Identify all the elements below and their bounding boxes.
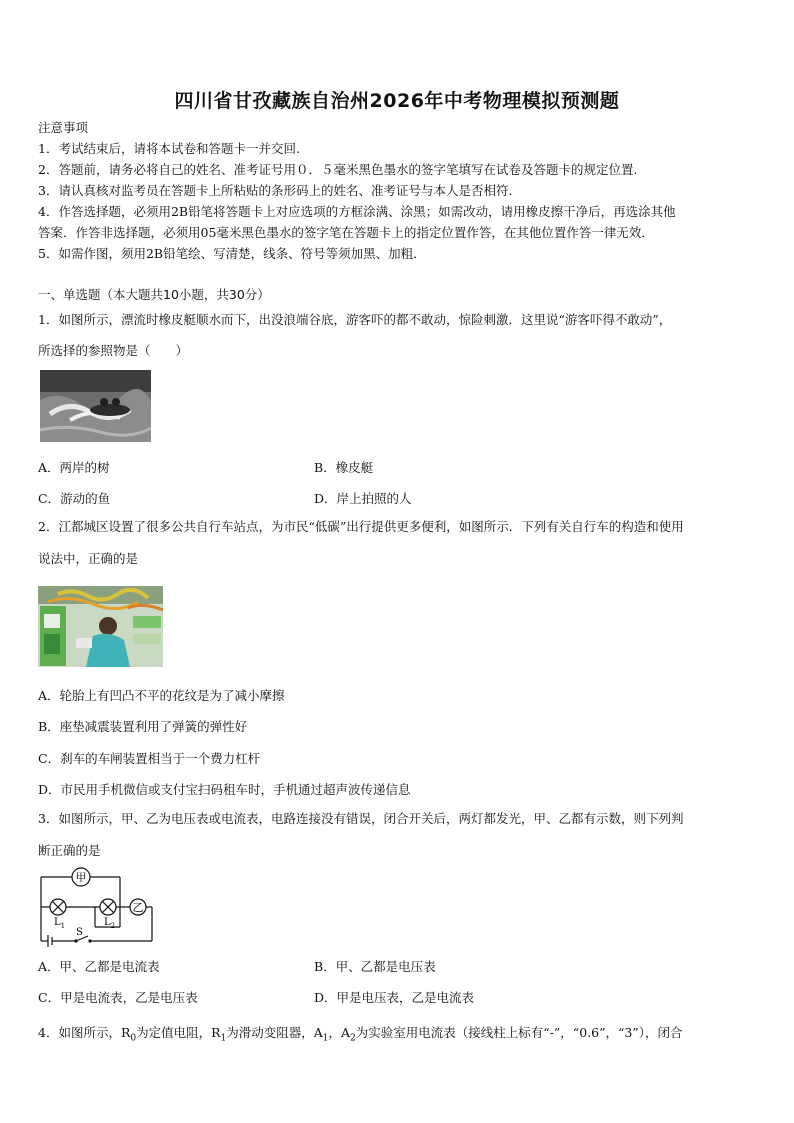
- question-3-text: 断正确的是: [38, 843, 101, 858]
- option-a: A．两岸的树: [38, 460, 110, 475]
- circuit-diagram: [38, 865, 158, 950]
- option-b: B．橡皮艇: [314, 460, 374, 475]
- question-2-text: 2．江都城区设置了很多公共自行车站点，为市民“低碳”出行提供更多便利，如图所示．下列有关自行车的构造和使用: [38, 519, 684, 534]
- option-a: A．轮胎上有凹凸不平的花纹是为了减小摩擦: [38, 688, 285, 703]
- bicycle-station-photo: [38, 586, 163, 667]
- option-b: B．座垫减震装置利用了弹簧的弹性好: [38, 719, 248, 734]
- meter-b-label: 乙: [132, 901, 144, 914]
- option-d: D．市民用手机微信或支付宝扫码租车时，手机通过超声波传递信息: [38, 782, 411, 797]
- option-c: C．游动的鱼: [38, 491, 111, 506]
- notice-item: 答案．作答非选择题，必须用05毫米黑色墨水的签字笔在答题卡上的指定位置作答，在其他位置作答一律无效．: [38, 225, 654, 240]
- lamp-1-label: $L_1$: [54, 917, 66, 930]
- notice-item: 3．请认真核对监考员在答题卡上所粘贴的条形码上的姓名、准考证号与本人是否相符.: [38, 183, 513, 198]
- section-heading: 一、单选题（本大题共10小题，共30分）: [38, 287, 270, 302]
- option-c: C．甲是电流表，乙是电压表: [38, 990, 198, 1005]
- rafting-photo: [40, 370, 151, 442]
- option-a: A．甲、乙都是电流表: [38, 959, 160, 974]
- notice-item: 5．如需作图，须用2B铅笔绘、写清楚，线条、符号等须加黑、加粗．: [38, 246, 426, 261]
- page-title: 四川省甘孜藏族自治州2026年中考物理模拟预测题: [174, 90, 620, 112]
- notice-item: 1．考试结束后，请将本试卷和答题卡一并交回.: [38, 141, 300, 156]
- option-c: C．刹车的车闸装置相当于一个费力杠杆: [38, 751, 261, 766]
- question-1-text: 所选择的参照物是（ ）: [38, 343, 189, 358]
- question-3-text: 3．如图所示，甲、乙为电压表或电流表，电路连接没有错误，闭合开关后，两灯都发光，甲、乙都有示数，则下列判: [38, 811, 684, 826]
- notice-heading: 注意事项: [38, 120, 89, 135]
- question-2-text: 说法中，正确的是: [38, 551, 139, 566]
- lamp-2-label: $L_2$: [104, 917, 116, 930]
- option-d: D．甲是电压表，乙是电流表: [314, 990, 475, 1005]
- question-4-text: 4．如图所示，$R_0$为定值电阻，$R_1$为滑动变阻器，$A_1$，$A_2$为实验室用电流表（接线柱上标有“-”，“0.6”，“3”），闭合: [38, 1025, 683, 1044]
- switch-label: S: [76, 927, 83, 938]
- option-d: D．岸上拍照的人: [314, 491, 412, 506]
- notice-item: 4．作答选择题，必须用2B铅笔将答题卡上对应选项的方框涂满、涂黑；如需改动，请用橡皮擦干净后，再选涂其他: [38, 204, 676, 219]
- question-1-text: 1．如图所示，漂流时橡皮艇顺水而下，出没浪端谷底，游客吓的都不敢动，惊险刺激．这里说“游客吓得不敢动”，: [38, 312, 672, 327]
- notice-item: 2．答题前，请务必将自己的姓名、准考证号用０．５毫米黑色墨水的签字笔填写在试卷及答题卡的规定位置.: [38, 162, 638, 177]
- option-b: B．甲、乙都是电压表: [314, 959, 436, 974]
- meter-a-label: 甲: [75, 871, 87, 884]
